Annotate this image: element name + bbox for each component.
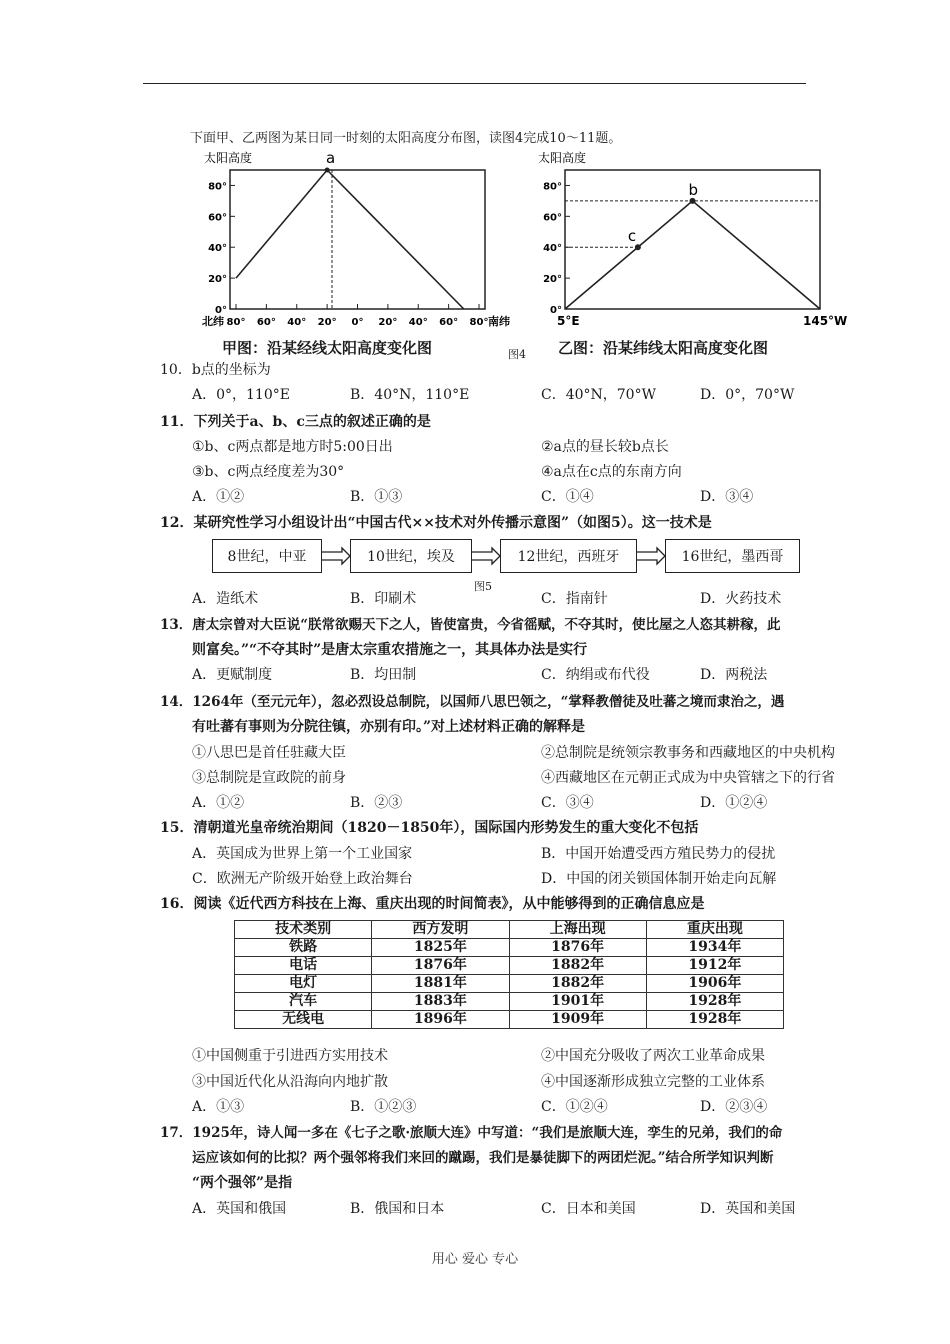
q15-option-d: D．中国的闭关锁国体制开始走向瓦解 bbox=[541, 871, 777, 887]
y-tick-label: 80° bbox=[543, 181, 562, 193]
q16-stem: 16．阅读《近代西方科技在上海、重庆出现的时间简表》，从中能够得到的正确信息应是 bbox=[160, 896, 705, 912]
table-cell: 电灯 bbox=[235, 975, 372, 993]
q17-stem-line-3: “两个强邻”是指 bbox=[192, 1175, 293, 1191]
q14-statement-4: ④西藏地区在元朝正式成为中央管辖之下的行省 bbox=[541, 770, 835, 786]
table-header-cell: 重庆出现 bbox=[646, 921, 783, 939]
q17-option-a: A．英国和俄国 bbox=[192, 1201, 287, 1217]
chart-a bbox=[200, 148, 520, 360]
x-axis-south-label: 南纬 bbox=[488, 315, 510, 328]
chart-a-yticks bbox=[208, 181, 235, 316]
chart-a-point-a bbox=[325, 168, 330, 173]
q11-option-b: B．①③ bbox=[350, 489, 403, 505]
figure4-label: 图4 bbox=[508, 348, 526, 361]
y-tick-label: 0° bbox=[215, 305, 227, 316]
q14-stem-line-1: 14．1264年（至元元年），忽必烈设总制院，以国师八思巴领之，“掌释教僧徒及吐蕃之境而隶治之，遇 bbox=[160, 694, 785, 710]
x-tick-label: 60° bbox=[256, 317, 276, 328]
table-cell: 1928年 bbox=[646, 993, 783, 1011]
chart-b-caption: 乙图：沿某纬线太阳高度变化图 bbox=[558, 339, 769, 357]
flow-step-4: 16世纪，墨西哥 bbox=[665, 539, 800, 573]
chart-a-xticks bbox=[202, 304, 510, 328]
q11-option-c: C．①④ bbox=[541, 489, 594, 505]
q12-option-a: A．造纸术 bbox=[192, 591, 259, 607]
chart-a-caption: 甲图：沿某经线太阳高度变化图 bbox=[222, 339, 433, 357]
x-axis-north-label: 北纬 bbox=[202, 315, 224, 328]
y-tick-label: 80° bbox=[208, 181, 227, 193]
chart-a-series-line bbox=[236, 170, 464, 309]
y-tick-label: 20° bbox=[543, 274, 562, 286]
flow-arrow-1 bbox=[322, 546, 352, 566]
table-row bbox=[235, 939, 784, 957]
table-cell: 无线电 bbox=[235, 1011, 372, 1029]
x-tick-label: 0° bbox=[351, 317, 364, 328]
q14-option-b: B．②③ bbox=[350, 795, 403, 811]
q13-stem-line-1: 13．唐太宗曾对大臣说“朕常欲赐天下之人，皆使富贵，今省徭赋，不夺其时，使比屋之人恣其耕稼，此 bbox=[160, 617, 781, 633]
q15-option-a: A．英国成为世界上第一个工业国家 bbox=[192, 846, 413, 862]
q10-option-a: A．0°，110°E bbox=[192, 387, 290, 403]
q12-option-d: D．火药技术 bbox=[700, 591, 782, 607]
table-cell: 1909年 bbox=[509, 1011, 646, 1029]
table-cell: 1883年 bbox=[372, 993, 509, 1011]
chart-b-ylabel: 太阳高度 bbox=[538, 151, 587, 165]
q17-option-d: D．英国和美国 bbox=[700, 1201, 796, 1217]
q14-statement-2: ②总制院是统领宗教事务和西藏地区的中央机构 bbox=[541, 745, 835, 761]
q11-statement-2: ②a点的昼长较b点长 bbox=[541, 439, 669, 455]
q10-stem: 10．b点的坐标为 bbox=[160, 362, 271, 378]
x-tick-label: 40° bbox=[287, 317, 307, 328]
q17-option-b: B．俄国和日本 bbox=[350, 1201, 445, 1217]
q12-stem: 12．某研究性学习小组设计出“中国古代××技术对外传播示意图”（如图5）。这一技术是 bbox=[160, 515, 712, 531]
q13-option-d: D．两税法 bbox=[700, 667, 768, 683]
y-tick-label: 60° bbox=[543, 212, 562, 224]
q11-statement-4: ④a点在c点的东南方向 bbox=[541, 464, 682, 480]
q16-statement-4: ④中国逐渐形成独立完整的工业体系 bbox=[541, 1074, 765, 1090]
y-tick-label: 60° bbox=[208, 212, 227, 224]
tech-timeline-table bbox=[234, 920, 784, 1029]
x-tick-label: 20° bbox=[317, 317, 337, 328]
q17-stem-line-1: 17．1925年，诗人闻一多在《七子之歌·旅顺大连》中写道：“我们是旅顺大连，孪生的兄弟，我们的命 bbox=[160, 1125, 783, 1141]
chart-b-label-c: c bbox=[627, 227, 637, 246]
q14-stem-line-2: 有吐蕃有事则为分院往镇，亦别有印。”对上述材料正确的解释是 bbox=[192, 719, 586, 735]
table-cell: 汽车 bbox=[235, 993, 372, 1011]
q16-option-c: C．①②④ bbox=[541, 1099, 608, 1115]
table-header-cell: 上海出现 bbox=[509, 921, 646, 939]
table-cell: 1912年 bbox=[646, 957, 783, 975]
q14-option-d: D．①②④ bbox=[700, 795, 768, 811]
chart-b-yticks bbox=[543, 181, 570, 316]
table-cell: 铁路 bbox=[235, 939, 372, 957]
flow-step-2: 10世纪，埃及 bbox=[350, 539, 472, 573]
q11-statement-1: ①b、c两点都是地方时5:00日出 bbox=[192, 439, 393, 455]
table-cell: 1934年 bbox=[646, 939, 783, 957]
header-rule bbox=[143, 83, 806, 84]
table-cell: 1825年 bbox=[372, 939, 509, 957]
x-tick-label: 60° bbox=[439, 317, 459, 328]
q16-statement-2: ②中国充分吸收了两次工业革命成果 bbox=[541, 1048, 765, 1064]
q10-option-b: B．40°N，110°E bbox=[350, 387, 470, 403]
flow-arrow-2 bbox=[472, 546, 502, 566]
q13-option-b: B．均田制 bbox=[350, 667, 417, 683]
chart-b bbox=[535, 148, 855, 330]
q15-stem: 15．清朝道光皇帝统治期间（1820－1850年），国际国内形势发生的重大变化不包括 bbox=[160, 820, 699, 836]
q16-statement-3: ③中国近代化从沿海向内地扩散 bbox=[192, 1074, 388, 1090]
table-cell: 1901年 bbox=[509, 993, 646, 1011]
q13-option-c: C．纳绢或布代役 bbox=[541, 667, 650, 683]
table-cell: 1882年 bbox=[509, 975, 646, 993]
x-tick-label: 80° bbox=[469, 317, 489, 328]
y-tick-label: 40° bbox=[208, 243, 227, 255]
q16-statement-1: ①中国侧重于引进西方实用技术 bbox=[192, 1048, 388, 1064]
table-cell: 电话 bbox=[235, 957, 372, 975]
figure5-label: 图5 bbox=[474, 580, 492, 593]
chart-b-series-line bbox=[565, 201, 820, 309]
q16-option-d: D．②③④ bbox=[700, 1099, 768, 1115]
q10-option-c: C．40°N，70°W bbox=[541, 387, 656, 403]
q17-option-c: C．日本和美国 bbox=[541, 1201, 636, 1217]
x-tick-label: 40° bbox=[408, 317, 428, 328]
q16-option-a: A．①③ bbox=[192, 1099, 245, 1115]
chart-b-x-left: 5°E bbox=[557, 314, 580, 328]
y-tick-label: 0° bbox=[550, 305, 562, 316]
q11-statement-3: ③b、c两点经度差为30° bbox=[192, 464, 345, 480]
table-cell: 1896年 bbox=[372, 1011, 509, 1029]
q13-option-a: A．更赋制度 bbox=[192, 667, 273, 683]
table-row bbox=[235, 993, 784, 1011]
figure-intro: 下面甲、乙两图为某日同一时刻的太阳高度分布图，读图4完成10～11题。 bbox=[190, 131, 622, 146]
chart-b-x-right: 145°W bbox=[803, 314, 848, 328]
q10-option-d: D．0°，70°W bbox=[700, 387, 795, 403]
chart-a-point-label: a bbox=[326, 149, 336, 167]
q15-option-b: B．中国开始遭受西方殖民势力的侵扰 bbox=[541, 846, 776, 862]
q17-stem-line-2: 运应该如何的比拟？两个强邻将我们来回的蹴踢，我们是暴徒脚下的两团烂泥。”结合所学知识判断 bbox=[192, 1150, 774, 1166]
q14-option-a: A．①② bbox=[192, 795, 245, 811]
table-cell: 1928年 bbox=[646, 1011, 783, 1029]
q11-option-d: D．③④ bbox=[700, 489, 754, 505]
flow-arrow-3 bbox=[637, 546, 667, 566]
q16-option-b: B．①②③ bbox=[350, 1099, 417, 1115]
flow-step-3: 12世纪，西班牙 bbox=[500, 539, 637, 573]
q12-option-c: C．指南针 bbox=[541, 591, 608, 607]
q11-stem: 11．下列关于a、b、c三点的叙述正确的是 bbox=[160, 414, 431, 430]
page-footer: 用心 爱心 专心 bbox=[431, 1252, 519, 1267]
q14-statement-1: ①八思巴是首任驻藏大臣 bbox=[192, 745, 346, 761]
y-tick-label: 40° bbox=[543, 243, 562, 255]
table-header-cell: 技术类别 bbox=[235, 921, 372, 939]
chart-b-label-b: b bbox=[688, 180, 699, 199]
table-row bbox=[235, 957, 784, 975]
x-tick-label: 80° bbox=[226, 317, 246, 328]
q12-option-b: B．印刷术 bbox=[350, 591, 417, 607]
table-header-row bbox=[235, 921, 784, 939]
table-cell: 1881年 bbox=[372, 975, 509, 993]
q11-option-a: A．①② bbox=[192, 489, 245, 505]
table-cell: 1906年 bbox=[646, 975, 783, 993]
q14-statement-3: ③总制院是宣政院的前身 bbox=[192, 770, 346, 786]
q13-stem-line-2: 则富矣。”“不夺其时”是唐太宗重农措施之一，其具体办法是实行 bbox=[192, 642, 588, 658]
table-cell: 1882年 bbox=[509, 957, 646, 975]
table-row bbox=[235, 975, 784, 993]
chart-a-ylabel: 太阳高度 bbox=[204, 151, 253, 165]
y-tick-label: 20° bbox=[208, 274, 227, 286]
table-cell: 1876年 bbox=[509, 939, 646, 957]
x-tick-label: 20° bbox=[378, 317, 398, 328]
flow-step-1: 8世纪，中亚 bbox=[212, 539, 322, 573]
table-row bbox=[235, 1011, 784, 1029]
table-header-cell: 西方发明 bbox=[372, 921, 509, 939]
q15-option-c: C．欧洲无产阶级开始登上政治舞台 bbox=[192, 871, 413, 887]
q14-option-c: C．③④ bbox=[541, 795, 594, 811]
table-cell: 1876年 bbox=[372, 957, 509, 975]
